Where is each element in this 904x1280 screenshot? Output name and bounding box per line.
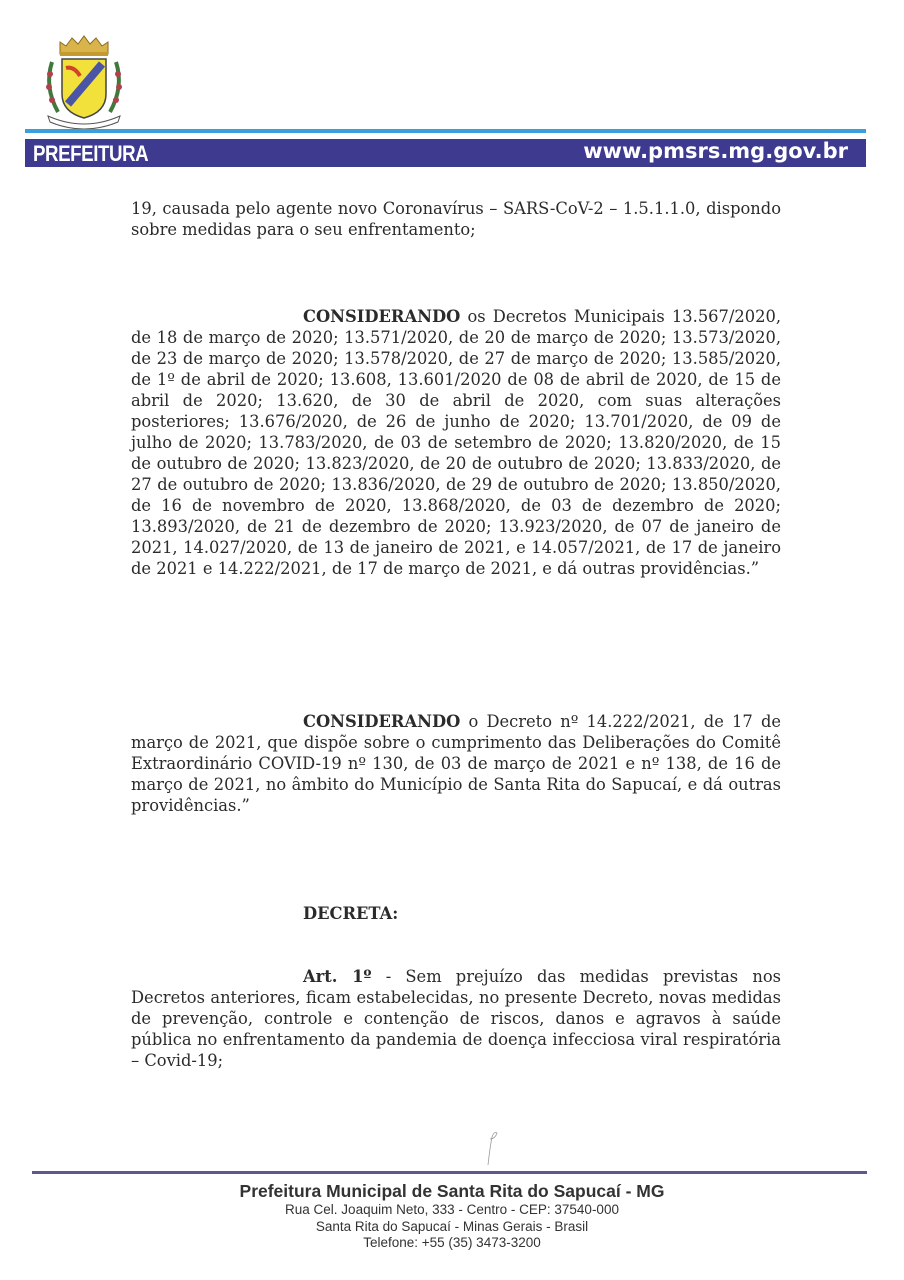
footer [0, 1180, 904, 1252]
header-prefeitura-label: PREFEITURA [33, 141, 149, 166]
paragraph-text: - Sem prejuízo das medidas previstas nos Decretos anteriores, ficam estabelecidas, no presente Decreto, novas medidas de prevenção, controle e contenção de riscos, danos e agravos à saúde pública no enfrentamento da pandemia de doença infecciosa viral respiratória – Covid-19; [131, 967, 781, 1070]
considerando-label: CONSIDERANDO [303, 307, 461, 326]
decreta-heading [131, 903, 781, 924]
paragraph-article-1 [131, 966, 781, 1071]
paragraph-text: os Decretos Municipais 13.567/2020, de 18 de março de 2020; 13.571/2020, de 20 de março de 2020; 13.573/2020, de 23 de março de 2020; 13.578/2020, de 27 de março de 2020; 13.585/2020, de 1º de abril de 2020; 13.608, 13.601/2020 de 08 de abril de 2020, de 15 de abril de 2020; 13.620, de 30 de abril de 2020, com suas alterações posteriores; 13.676/2020, de 26 de junho de 2020; 13.701/2020, de 09 de julho de 2020; 13.783/2020, de 03 de setembro de 2020; 13.820/2020, de 15 de outubro de 2020; 13.823/2020, de 20 de outubro de 2020; 13.833/2020, de 27 de outubro de 2020; 13.836/2020, de 29 de outubro de 2020; 13.850/2020, de 16 de novembro de 2020, 13.868/2020, de 03 de dezembro de 2020; 13.893/2020, de 21 de dezembro de 2020; 13.923/2020, de 07 de janeiro de 2021, 14.027/2020, de 13 de janeiro de 2021, e 14.057/2021, de 17 de janeiro de 2021 e 14.222/2021, de 17 de março de 2021, e dá outras providências.” [131, 307, 781, 578]
header-band [25, 139, 866, 167]
paragraph-text: o Decreto nº 14.222/2021, de 17 de março de 2021, que dispõe sobre o cumprimento das Deliberações do Comitê Extraordinário COVID-19 nº 130, de 03 de março de 2021 e nº 138, de 16 de março de 2021, no âmbito do Município de Santa Rita do Sapucaí, e dá outras providências.” [131, 712, 781, 815]
header-accent-line [25, 129, 866, 133]
decreta-label: DECRETA: [303, 904, 399, 923]
footer-address: Rua Cel. Joaquim Neto, 333 - Centro - CEP: 37540-000 [285, 1202, 619, 1217]
footer-title: Prefeitura Municipal de Santa Rita do Sapucaí - MG [239, 1181, 665, 1201]
footer-city: Santa Rita do Sapucaí - Minas Gerais - Brasil [315, 1218, 589, 1234]
coat-of-arms-logo [38, 32, 130, 130]
article-label: Art. 1º [303, 967, 372, 986]
paragraph-considerando-decretos [131, 306, 781, 579]
footer-phone: Telefone: +55 (35) 3473-3200 [363, 1235, 541, 1250]
considerando-label: CONSIDERANDO [303, 712, 461, 731]
signature-mark-icon [482, 1127, 502, 1167]
paragraph-intro-continuation: 19, causada pelo agente novo Coronavírus – SARS-CoV-2 – 1.5.1.1.0, dispondo sobre medidas para o seu enfrentamento; [131, 199, 781, 239]
footer-divider [32, 1171, 867, 1174]
header-website-link[interactable]: www.pmsrs.mg.gov.br [583, 139, 848, 163]
paragraph-considerando-decreto-14222 [131, 711, 781, 816]
